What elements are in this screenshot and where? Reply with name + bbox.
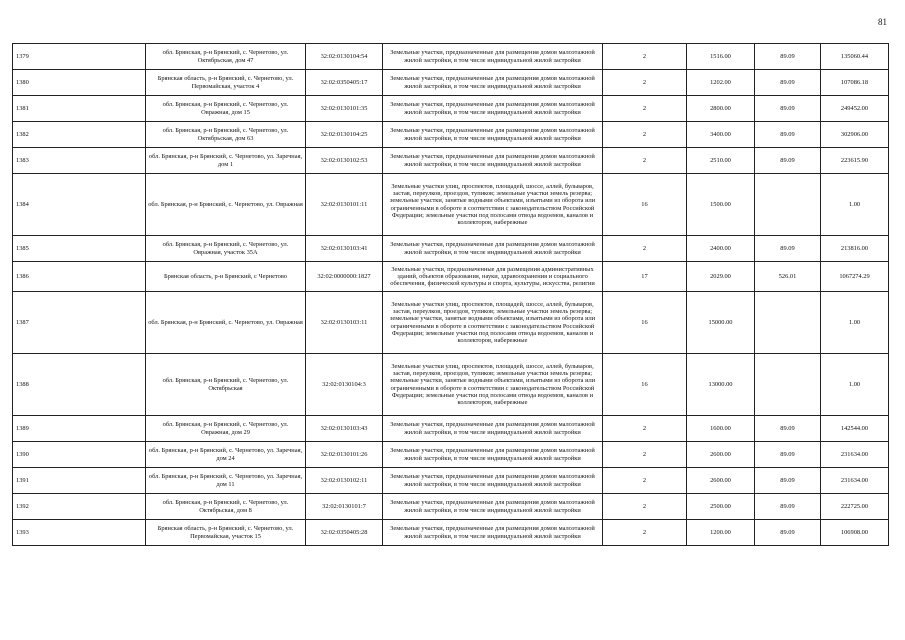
category-code-cell: 2 xyxy=(603,442,687,468)
specific-value-cell: 89.09 xyxy=(755,494,821,520)
area-cell: 2600.00 xyxy=(687,442,755,468)
row-number-cell: 1393 xyxy=(13,520,146,546)
category-code-cell: 16 xyxy=(603,354,687,416)
address-cell: обл. Брянская, р-н Брянский, с. Чернетово, ул. Овражная, дом 29 xyxy=(146,416,306,442)
address-cell: обл. Брянская, р-н Брянский, с. Чернетово, ул. Овражная, участок 35А xyxy=(146,236,306,262)
area-cell: 3400.00 xyxy=(687,122,755,148)
area-cell: 1600.00 xyxy=(687,416,755,442)
land-category-cell: Земельные участки, предназначенные для размещения домов малоэтажной жилой застройки, в том числе индивидуальной жилой застройки xyxy=(383,148,603,174)
address-cell: обл. Брянская, р-н Брянский, с. Чернетово, ул. Овражная xyxy=(146,292,306,354)
row-number-cell: 1386 xyxy=(13,262,146,292)
land-category-cell: Земельные участки, предназначенные для размещения домов малоэтажной жилой застройки, в том числе индивидуальной жилой застройки xyxy=(383,122,603,148)
cadastral-value-cell: 142544.00 xyxy=(821,416,889,442)
cadastral-number-cell: 32:02:0130104:3 xyxy=(306,354,383,416)
cadastral-value-cell: 222725.00 xyxy=(821,494,889,520)
address-cell: Брянская область, р-н Брянский, с Чернетово xyxy=(146,262,306,292)
specific-value-cell xyxy=(755,292,821,354)
specific-value-cell xyxy=(755,174,821,236)
cadastral-number-cell: 32:02:0130101:11 xyxy=(306,174,383,236)
category-code-cell: 2 xyxy=(603,44,687,70)
specific-value-cell: 526.01 xyxy=(755,262,821,292)
table-row xyxy=(13,442,889,468)
specific-value-cell: 89.09 xyxy=(755,520,821,546)
area-cell: 2800.00 xyxy=(687,96,755,122)
category-code-cell: 2 xyxy=(603,494,687,520)
address-cell: обл. Брянская, р-н Брянский, с. Чернетово, ул. Заречная, дом 24 xyxy=(146,442,306,468)
row-number-cell: 1387 xyxy=(13,292,146,354)
address-cell: обл. Брянская, р-н Брянский, с. Чернетово, ул. Октябрьская, дом 47 xyxy=(146,44,306,70)
row-number-cell: 1385 xyxy=(13,236,146,262)
cadastral-value-cell: 1.00 xyxy=(821,292,889,354)
table-row xyxy=(13,44,889,70)
row-number-cell: 1381 xyxy=(13,96,146,122)
area-cell: 1200.00 xyxy=(687,520,755,546)
row-number-cell: 1389 xyxy=(13,416,146,442)
land-category-cell: Земельные участки, предназначенные для размещения домов малоэтажной жилой застройки, в том числе индивидуальной жилой застройки xyxy=(383,416,603,442)
land-category-cell: Земельные участки, предназначенные для размещения домов малоэтажной жилой застройки, в том числе индивидуальной жилой застройки xyxy=(383,494,603,520)
area-cell: 2400.00 xyxy=(687,236,755,262)
cadastral-value-cell: 107086.18 xyxy=(821,70,889,96)
land-category-cell: Земельные участки улиц, проспектов, площадей, шоссе, аллей, бульваров, застав, переулков, проездов, тупиков; земельные участки земель резерва; земельные участки, занятые водными объектами, изъятыми из оборота или ограниченными в обороте в соответствии с законодательством Российской Федерации; земельные участки под полосами отвода водоемов, каналов и коллекторов, набережные xyxy=(383,174,603,236)
land-category-cell: Земельные участки, предназначенные для размещения домов малоэтажной жилой застройки, в том числе индивидуальной жилой застройки xyxy=(383,70,603,96)
land-category-cell: Земельные участки улиц, проспектов, площадей, шоссе, аллей, бульваров, застав, переулков, проездов, тупиков; земельные участки земель резерва; земельные участки, занятые водными объектами, изъятыми из оборота или ограниченными в обороте в соответствии с законодательством Российской Федерации; земельные участки под полосами отвода водоемов, каналов и коллекторов, набережные xyxy=(383,354,603,416)
address-cell: обл. Брянская, р-н Брянский, с. Чернетово, ул. Заречная, дом 1 xyxy=(146,148,306,174)
cadastral-number-cell: 32:02:0130102:11 xyxy=(306,468,383,494)
specific-value-cell: 89.09 xyxy=(755,70,821,96)
cadastral-value-cell: 213816.00 xyxy=(821,236,889,262)
row-number-cell: 1379 xyxy=(13,44,146,70)
area-cell: 1202.00 xyxy=(687,70,755,96)
specific-value-cell: 89.09 xyxy=(755,122,821,148)
category-code-cell: 2 xyxy=(603,96,687,122)
cadastral-value-cell: 106908.00 xyxy=(821,520,889,546)
row-number-cell: 1391 xyxy=(13,468,146,494)
address-cell: Брянская область, р-н Брянский, с. Чернетово, ул. Первомайская, участок 15 xyxy=(146,520,306,546)
area-cell: 2029.00 xyxy=(687,262,755,292)
land-category-cell: Земельные участки, предназначенные для размещения домов малоэтажной жилой застройки, в том числе индивидуальной жилой застройки xyxy=(383,442,603,468)
specific-value-cell: 89.09 xyxy=(755,96,821,122)
area-cell: 2600.00 xyxy=(687,468,755,494)
table-row xyxy=(13,96,889,122)
cadastral-value-cell: 249452.00 xyxy=(821,96,889,122)
cadastral-number-cell: 32:02:0000000:1827 xyxy=(306,262,383,292)
specific-value-cell: 89.09 xyxy=(755,442,821,468)
row-number-cell: 1380 xyxy=(13,70,146,96)
table-row xyxy=(13,354,889,416)
category-code-cell: 2 xyxy=(603,70,687,96)
area-cell: 1500.00 xyxy=(687,174,755,236)
cadastral-number-cell: 32:02:0350405:17 xyxy=(306,70,383,96)
cadastral-value-cell: 223615.90 xyxy=(821,148,889,174)
area-cell: 2500.00 xyxy=(687,494,755,520)
specific-value-cell: 89.09 xyxy=(755,236,821,262)
category-code-cell: 17 xyxy=(603,262,687,292)
area-cell: 13000.00 xyxy=(687,354,755,416)
category-code-cell: 2 xyxy=(603,148,687,174)
table-row xyxy=(13,122,889,148)
table-row xyxy=(13,236,889,262)
cadastral-number-cell: 32:02:0130101:7 xyxy=(306,494,383,520)
specific-value-cell: 89.09 xyxy=(755,468,821,494)
specific-value-cell: 89.09 xyxy=(755,416,821,442)
cadastral-value-cell: 231634.00 xyxy=(821,468,889,494)
category-code-cell: 2 xyxy=(603,520,687,546)
table-row xyxy=(13,520,889,546)
cadastral-number-cell: 32:02:0130101:35 xyxy=(306,96,383,122)
address-cell: обл. Брянская, р-н Брянский, с. Чернетово, ул. Овражная, дом 15 xyxy=(146,96,306,122)
table-row xyxy=(13,148,889,174)
cadastral-number-cell: 32:02:0130103:11 xyxy=(306,292,383,354)
row-number-cell: 1392 xyxy=(13,494,146,520)
table-row xyxy=(13,494,889,520)
cadastral-number-cell: 32:02:0130104:25 xyxy=(306,122,383,148)
cadastral-number-cell: 32:02:0350405:28 xyxy=(306,520,383,546)
cadastral-number-cell: 32:02:0130103:43 xyxy=(306,416,383,442)
specific-value-cell: 89.09 xyxy=(755,148,821,174)
category-code-cell: 2 xyxy=(603,122,687,148)
land-category-cell: Земельные участки, предназначенные для размещения домов малоэтажной жилой застройки, в том числе индивидуальной жилой застройки xyxy=(383,44,603,70)
cadastral-number-cell: 32:02:0130102:53 xyxy=(306,148,383,174)
cadastral-number-cell: 32:02:0130101:26 xyxy=(306,442,383,468)
specific-value-cell xyxy=(755,354,821,416)
cadastral-value-table xyxy=(12,43,889,546)
land-category-cell: Земельные участки, предназначенные для размещения домов малоэтажной жилой застройки, в том числе индивидуальной жилой застройки xyxy=(383,520,603,546)
cadastral-value-cell: 1.00 xyxy=(821,174,889,236)
category-code-cell: 2 xyxy=(603,468,687,494)
cadastral-value-cell: 135060.44 xyxy=(821,44,889,70)
table-row xyxy=(13,416,889,442)
page-number: 81 xyxy=(878,17,887,27)
cadastral-number-cell: 32:02:0130103:41 xyxy=(306,236,383,262)
row-number-cell: 1383 xyxy=(13,148,146,174)
area-cell: 2510.00 xyxy=(687,148,755,174)
address-cell: Брянская область, р-н Брянский, с. Чернетово, ул. Первомайская, участок 4 xyxy=(146,70,306,96)
land-category-cell: Земельные участки, предназначенные для размещения домов малоэтажной жилой застройки, в том числе индивидуальной жилой застройки xyxy=(383,236,603,262)
specific-value-cell: 89.09 xyxy=(755,44,821,70)
address-cell: обл. Брянская, р-н Брянский, с. Чернетово, ул. Октябрьская, дом 8 xyxy=(146,494,306,520)
row-number-cell: 1388 xyxy=(13,354,146,416)
cadastral-value-cell: 231634.00 xyxy=(821,442,889,468)
land-category-cell: Земельные участки, предназначенные для размещения административных зданий, объектов образования, науки, здравоохранения и социального обеспечения, физической культуры и спорта, культуры, искусства, религии xyxy=(383,262,603,292)
land-category-cell: Земельные участки улиц, проспектов, площадей, шоссе, аллей, бульваров, застав, переулков, проездов, тупиков; земельные участки земель резерва; земельные участки, занятые водными объектами, изъятыми из оборота или ограниченными в обороте в соответствии с законодательством Российской Федерации; земельные участки под полосами отвода водоемов, каналов и коллекторов, набережные xyxy=(383,292,603,354)
category-code-cell: 2 xyxy=(603,416,687,442)
address-cell: обл. Брянская, р-н Брянский, с. Чернетово, ул. Октябрьская, дом 63 xyxy=(146,122,306,148)
cadastral-number-cell: 32:02:0130104:54 xyxy=(306,44,383,70)
category-code-cell: 2 xyxy=(603,236,687,262)
row-number-cell: 1382 xyxy=(13,122,146,148)
land-category-cell: Земельные участки, предназначенные для размещения домов малоэтажной жилой застройки, в том числе индивидуальной жилой застройки xyxy=(383,468,603,494)
cadastral-value-cell: 1.00 xyxy=(821,354,889,416)
area-cell: 15000.00 xyxy=(687,292,755,354)
category-code-cell: 16 xyxy=(603,292,687,354)
table-row xyxy=(13,468,889,494)
area-cell: 1516.00 xyxy=(687,44,755,70)
table-row xyxy=(13,70,889,96)
table-row xyxy=(13,292,889,354)
address-cell: обл. Брянская, р-н Брянский, с. Чернетово, ул. Овражная xyxy=(146,174,306,236)
cadastral-value-cell: 302906.00 xyxy=(821,122,889,148)
address-cell: обл. Брянская, р-н Брянский, с. Чернетово, ул. Октябрьская xyxy=(146,354,306,416)
cadastral-value-cell: 1067274.29 xyxy=(821,262,889,292)
address-cell: обл. Брянская, р-н Брянский, с. Чернетово, ул. Заречная, дом 11 xyxy=(146,468,306,494)
table-row xyxy=(13,262,889,292)
row-number-cell: 1390 xyxy=(13,442,146,468)
table-row xyxy=(13,174,889,236)
land-category-cell: Земельные участки, предназначенные для размещения домов малоэтажной жилой застройки, в том числе индивидуальной жилой застройки xyxy=(383,96,603,122)
row-number-cell: 1384 xyxy=(13,174,146,236)
category-code-cell: 16 xyxy=(603,174,687,236)
